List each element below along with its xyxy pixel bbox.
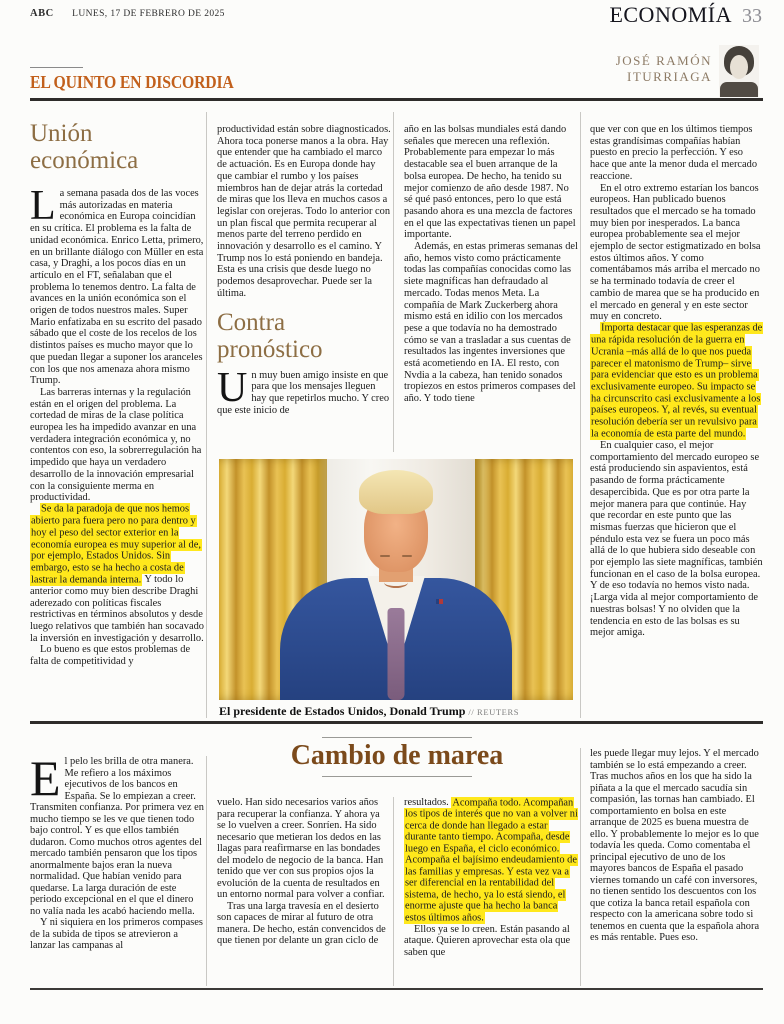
column-2-top xyxy=(217,112,391,472)
column-3-bottom xyxy=(404,797,578,987)
paragraph: Tras una larga travesía en el desierto son capaces de mirar al futuro de otra manera. De hecho, están convencidos de que tienen por delante un gran ciclo de xyxy=(217,900,386,946)
paragraph xyxy=(590,323,763,440)
caption-text: El presidente de Estados Unidos, Donald Trump xyxy=(219,704,466,718)
masthead-right xyxy=(609,2,762,28)
trump-eye-right xyxy=(402,555,412,557)
flag-pin xyxy=(436,599,443,604)
story-headline-cambio-de-marea: Cambio de marea xyxy=(290,740,504,771)
author-name-line2: ITURRIAGA xyxy=(627,69,712,84)
paragraph: Además, en estas primeras semanas del año, hemos visto como prácticamente todas las compañías conocidas como las siete magníficas han defraudado al mercado. Todas menos Meta. La compañía de Mark Zuckerberg ahora mismo está en idilio con los mercados pese a que todavía no ha demostrado cómo se van a trasladar a sus cuentas de resultados las ingentes inversiones que está acometiendo en IA. El resto, con Nvdia a la cabeza, han tenido sonados tropiezos en estos primeros compases del año. Y todo tiene xyxy=(404,241,578,405)
paragraph: Ellos ya se lo creen. Están pasando al ataque. Quieren aprovechar esta ola que saben que xyxy=(404,923,571,958)
paragraph: La semana pasada dos de las voces más autorizadas en materia económica en Europa coincidían en su crítica. El problema es la falta de unidad económica. Enrico Letta, primero, en un brillante diálogo con Müller en esta casa, y Draghi, a los pocos días en un artículo en el FT, señalaban que el problema lo tenemos dentro. La falta de avances en la unión económica son el origen de todos nuestros males. Super Mario enfatizaba en su escrito del pasado sábado que el coste de los recelos de los distintos países es mucho mayor que lo que puedan llegar a suponer los aranceles con los que nos amenaza ahora mismo Trump. xyxy=(30,183,204,387)
author-name xyxy=(616,53,712,85)
column-1-bottom xyxy=(30,756,204,987)
highlighted-text: Acompaña todo. Acompañan los tipos de interés que no van a volver ni cerca de donde han llegado a estar durante tanto tiempo. Acompaña, desde luego en España, el ciclo económico. Acompaña el bajísimo endeudamiento de las familias y empresas. Y esta vez va a ser diferencial en la rentabilidad del sistema, de hecho, ya lo está siendo, el enorme ajuste que ha hecho la banca estos últimos años. xyxy=(405,797,578,923)
drop-cap: E xyxy=(30,756,61,806)
paragraph: En el otro extremo estarían los bancos europeos. Han publicado buenos resultados que el mercado se ha tomado muy bien por inesperados. La banca europea probablemente sea el mejor ejemplo de sector estigmatizado en bolsa estos últimos años. Y como comentábamos más arriba el mercado no se ha terminado todavía de creer el cambio de marea que se ha producido en el mercado en general y en este sector muy en concreto. xyxy=(590,182,761,323)
paragraph: El pelo les brilla de otra manera. Me refiero a los máximos ejecutivos de los bancos en España. Se lo empiezan a creer. Transmiten confianza. Por primera vez en mucho tiempo se les ve que tienen todo bajo control. Y es que ellos también dudaron. Como muchos otros agentes del mercado también pensaron que los tipos anormalmente bajos eran la nueva normalidad. Que habían venido para quedarse. La larga duración de este periodo excepcional en el que el dinero no valía nada les acabó haciendo mella. xyxy=(30,756,204,917)
column-divider xyxy=(580,112,581,718)
column-divider xyxy=(580,748,581,986)
trump-eye-left xyxy=(380,555,390,557)
paragraph: vuelo. Han sido necesarios varios años para recuperar la confianza. Y ahora ya se lo vuelven a creer. Sonríen. Ha sido necesario que metieran los dedos en las llagas para reafirmarse en las bondades del modelo de negocio de la banca. Han tenido que ver con sus propios ojos la evolución de la cuenta de resultados en un entorno normal para volver a confiar. xyxy=(217,797,385,900)
highlighted-text: Importa destacar que las esperanzas de una rápida resolución de la guerra en Ucrania –más allá de lo que nos pueda parecer el matonismo de Trump– sirve para evidenciar que esto es un problema exclusivamente europeo. Su impacto se ha circunscrito casi exclusivamente a los países europeos. Y, al revés, su eventual resolución debería ser un revulsivo para la economía de esta parte del mundo. xyxy=(591,322,763,440)
section-title: ECONOMÍA xyxy=(609,2,732,27)
masthead-left xyxy=(30,8,225,19)
column-divider xyxy=(206,112,207,718)
paragraph: resultados. Acompaña todo. Acompañan los tipos de interés que no van a volver ni cerca de donde han llegado a estar durante tanto tiempo. Acompaña, desde luego en España, el ciclo económico. Acompaña el bajísimo endeudamiento de las familias y empresas. Y esta vez va a ser diferencial en la rentabilidad del sistema, de hecho, ya lo está siendo, el enorme ajuste que ha hecho la banca estos últimos años. xyxy=(404,797,578,923)
photo-caption xyxy=(219,704,577,719)
section-divider-rule xyxy=(30,721,763,724)
column-divider xyxy=(393,112,394,452)
paragraph: Las barreras internas y la regulación están en el origen del problema. La cortedad de miras de la clase política europea les ha impedido avanzar en una verdadera integración económica y, no contentos con eso, la sobrerregulación ha impedido que haya un verdadero desarrollo de la innovación empresarial con la consiguiente merma en productividad. xyxy=(30,386,202,504)
trump-hair xyxy=(359,470,433,514)
paragraph: Lo bueno es que estos problemas de falta de competitividad y xyxy=(30,644,191,668)
paragraph: que ver con que en los últimos tiempos estas grandísimas compañías habían puesto en precio la perfección. Y eso hace que ante la menor duda el mercado reaccione. xyxy=(590,124,758,182)
trump-tie xyxy=(388,608,405,700)
trump-smile xyxy=(384,577,408,588)
opinion-kicker: EL QUINTO EN DISCORDIA xyxy=(30,72,234,92)
paragraph: productividad están sobre diagnosticados. Ahora toca ponerse manos a la obra. Hay que entender que ha cambiado el marco de actuación. Es en Europa donde hay que cambiar el rumbo y los países miembros han de dejar atrás la cortedad de miras que los lleva en muchos casos a legislar con orejeras. Todo lo anterior con un plan fiscal que permita recuperar al menos parte del terreno perdido en innovación y desarrollo es el camino. Y Trump nos lo está poniendo en bandeja. Esta es una crisis que desde luego no podemos desaprovechar. Puede ser la última. xyxy=(217,124,391,299)
paragraph: Se da la paradoja de que nos hemos abierto para fuera pero no para dentro y hoy el peso del sector exterior en la economía europea es muy superior al de, por ejemplo, Estados Unidos. Sin embargo, esto se ha hecho a costa de lastrar la demanda interna. Y todo lo anterior como muy bien describe Draghi aderezado con políticas fiscales restrictivas en términos absolutos y desde luego relativos que también han socavado la inversión en investigación y desarrollo. xyxy=(30,503,204,644)
column-3-top xyxy=(404,112,578,472)
mid-story-head xyxy=(217,737,577,777)
top-divider-rule xyxy=(30,98,763,101)
highlighted-text: Se da la paradoja de que nos hemos abierto para fuera pero no para dentro y hoy el peso del sector exterior en la economía europea es muy superior al de, por ejemplo, Estados Unidos. Sin embargo, esto se ha hecho a costa de lastrar la demanda interna. xyxy=(31,503,201,586)
column-4-top xyxy=(590,112,763,733)
photo-credit: // REUTERS xyxy=(468,707,520,717)
paragraph: Y ni siquiera en los primeros compases de la subida de tipos se atrevieron a lanzar las campanas al xyxy=(30,917,203,951)
column-4-bottom xyxy=(590,748,763,987)
author-portrait xyxy=(719,45,759,97)
page-number: 33 xyxy=(742,5,762,27)
page-footer-rule xyxy=(30,988,763,990)
story-headline-contra-pronostico: Contra pronóstico xyxy=(217,308,323,363)
author-name-line1: JOSÉ RAMÓN xyxy=(615,53,712,68)
paragraph: Un muy buen amigo insiste en que para que los mensajes lleguen hay que repetirlos mucho. Y creo que este inicio de xyxy=(217,364,390,416)
column-divider xyxy=(393,797,394,986)
trump-photo xyxy=(219,459,573,700)
headline-rule-bottom xyxy=(322,776,472,777)
column-2-bottom xyxy=(217,797,391,987)
headline-rule-top xyxy=(322,737,472,738)
paragraph: En cualquier caso, el mejor comportamiento del mercado europeo se está produciendo sin aspavientos, está pasando de forma prácticamente desapercibida. Que es por otra parte la mejor manera para que continúe. Hay que recordar en este punto que las mismas fuerzas que hicieron que el péndulo esta vez se fuera un poco más allá de lo que hubiera sido deseable con por ejemplo las siete magníficas, también funcionan en el caso de la bolsa europea. Y de eso todavía no hemos visto nada. ¡Larga vida al mejor comportamiento de nuestras bolsas! Y no olviden que la tendencia en esto de las bolsas es su mejor amiga. xyxy=(590,439,763,639)
paragraph: año en las bolsas mundiales está dando señales que merecen una reflexión. Probablemente para empezar lo más destacable sea el buen arranque de la bolsa europea. De hecho, ha tenido su mejor comienzo de año desde 1987. No sé qué pasó entonces, pero lo que está pasando ahora es una mezcla de factores en el que las expectativas tienen un papel importante. xyxy=(404,124,576,241)
edition-date: LUNES, 17 DE FEBRERO DE 2025 xyxy=(72,9,225,19)
column-divider xyxy=(206,756,207,986)
kicker-rule xyxy=(30,67,83,68)
drop-cap: L xyxy=(30,183,56,229)
drop-cap: U xyxy=(217,364,248,411)
newspaper-brand: ABC xyxy=(30,8,54,19)
portrait-face xyxy=(730,55,748,79)
portrait-shoulders xyxy=(720,82,758,97)
story-headline-union-economica: Unión económica xyxy=(30,120,139,174)
paragraph: les puede llegar muy lejos. Y el mercado también se lo está empezando a creer. Tras muchos años en los que ha sido la piñata a la que el mercado sacudía sin compasión, las tornas han cambiado. El comportamiento en bolsa en este arranque de 2025 es buena muestra de ello. Y probablemente lo mejor es lo que todavía les queda. Como comentaba el principal ejecutivo de uno de los mayores bancos de España el pasado viernes tomando un café con inversores, no tienen sentido los descuentos con los que cotiza la banca retail española con respecto con la americana sobre todo si tenemos en cuenta que la española ahora es más rentable. Pues eso. xyxy=(590,748,760,943)
column-1-top xyxy=(30,112,204,721)
